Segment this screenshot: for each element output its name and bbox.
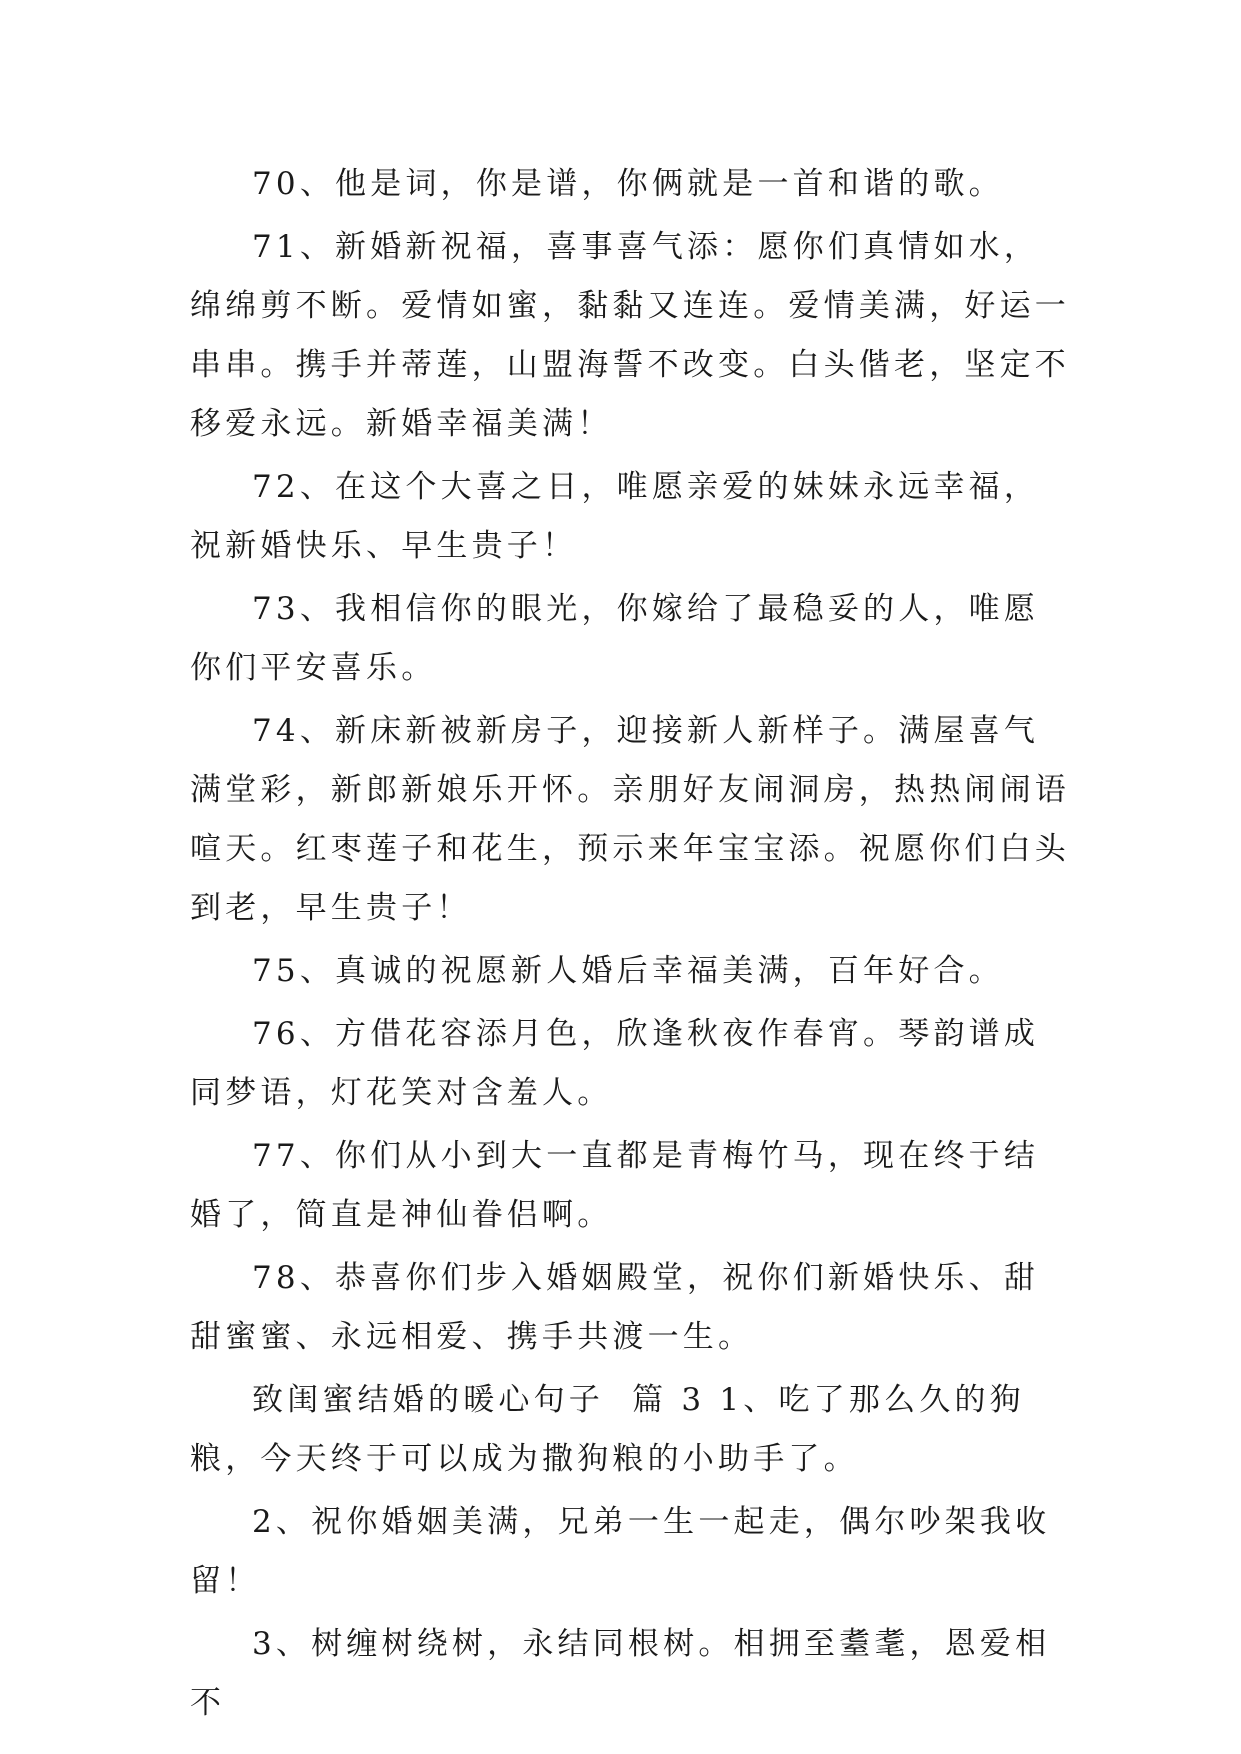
paragraph-77: 77、你们从小到大一直都是青梅竹马，现在终于结婚了，简直是神仙眷侣啊。 <box>190 1138 1040 1233</box>
paragraph-72: 72、在这个大喜之日，唯愿亲爱的妹妹永远幸福，祝新婚快乐、早生贵子！ <box>190 469 1040 564</box>
section-paragraph <box>190 1371 1070 1489</box>
paragraph-76: 76、方借花容添月色，欣逢秋夜作春宵。琴韵谱成同梦语，灯花笑对含羞人。 <box>190 1016 1040 1111</box>
paragraph-71: 71、新婚新祝福，喜事喜气添：愿你们真情如水，绵绵剪不断。爱情如蜜，黏黏又连连。爱情美满，好运一串串。携手并蒂莲，山盟海誓不改变。白头偕老，坚定不移爱永远。新婚幸福美满！ <box>190 229 1070 442</box>
paragraph-2: 2、祝你婚姻美满，兄弟一生一起走，偶尔吵架我收留！ <box>190 1504 1051 1599</box>
section-gap <box>705 1382 719 1418</box>
document-body <box>190 155 1070 1737</box>
paragraph-78: 78、恭喜你们步入婚姻殿堂，祝你们新婚快乐、甜甜蜜蜜、永远相爱、携手共渡一生。 <box>190 1260 1040 1355</box>
section-first-item: 1、吃了那么久的狗粮，今天终于可以成为撒狗粮的小助手了。 <box>190 1382 1025 1477</box>
section-heading: 致闺蜜结婚的暖心句子 篇 3 <box>252 1382 706 1418</box>
paragraph-73: 73、我相信你的眼光，你嫁给了最稳妥的人，唯愿你们平安喜乐。 <box>190 591 1040 686</box>
paragraph-75: 75、真诚的祝愿新人婚后幸福美满，百年好合。 <box>252 953 1004 989</box>
paragraph-70: 70、他是词，你是谱，你俩就是一首和谐的歌。 <box>252 166 1004 202</box>
paragraph-74: 74、新床新被新房子，迎接新人新样子。满屋喜气满堂彩，新郎新娘乐开怀。亲朋好友闹洞房，热热闹闹语喧天。红枣莲子和花生，预示来年宝宝添。祝愿你们白头到老，早生贵子！ <box>190 713 1070 926</box>
paragraph-3: 3、树缠树绕树，永结同根树。相拥至耋耄，恩爱相不 <box>190 1626 1051 1721</box>
